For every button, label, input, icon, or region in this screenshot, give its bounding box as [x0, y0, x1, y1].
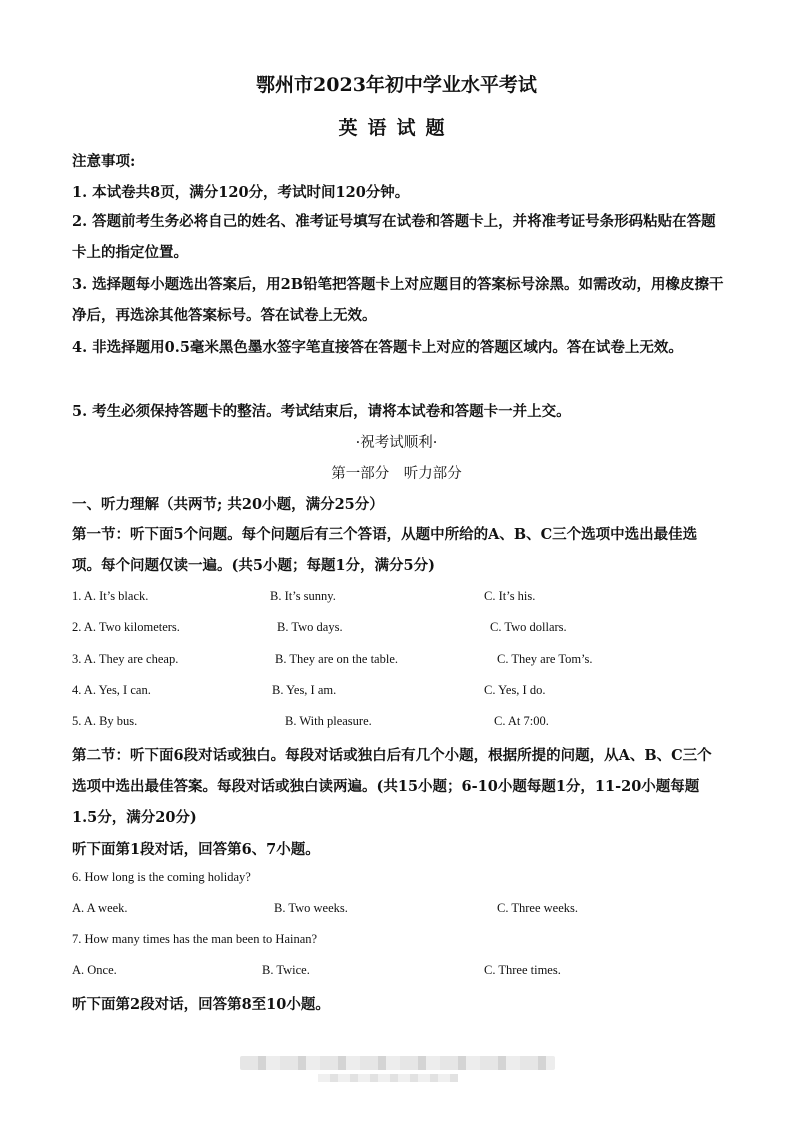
part-one-title: 第一部分 听力部分: [331, 466, 462, 482]
q1-option-b: B. It’s sunny.: [270, 589, 336, 603]
notice-item-4: 4. 非选择题用0.5毫米黑色墨水签字笔直接答在答题卡上对应的答题区域内。答在试卷上无效。: [72, 339, 683, 356]
q1-option-a: 1. A. It’s black.: [72, 589, 149, 603]
q4-option-a: 4. A. Yes, I can.: [72, 683, 151, 697]
section2-instructions: 第二节：听下面6段对话或独白。每段对话或独白后有几个小题，根据所提的问题，从A、B、C三个选项中选出最佳答案。每段对话或独白读两遍。(共15小题；6-10小题每题1分，11-20小题每题1.5分，满分20分): [72, 747, 712, 826]
q3-option-b: B. They are on the table.: [275, 652, 398, 666]
q5-option-c: C. At 7:00.: [494, 714, 549, 728]
dialogue2-prompt: 听下面第2段对话，回答第8至10小题。: [72, 996, 330, 1013]
q7-option-a: A. Once.: [72, 963, 117, 977]
q6-stem: 6. How long is the coming holiday?: [72, 870, 251, 884]
blessing-text: ·祝考试顺利·: [355, 435, 438, 451]
q6-option-c: C. Three weeks.: [497, 901, 578, 915]
notice-heading: 注意事项:: [72, 153, 136, 170]
notice-item-3: 3. 选择题每小题选出答案后，用2B铅笔把答题卡上对应题目的答案标号涂黑。如需改动，用橡皮擦干净后，再选涂其他答案标号。答在试卷上无效。: [72, 276, 724, 324]
q4-option-c: C. Yes, I do.: [484, 683, 546, 697]
q4-option-b: B. Yes, I am.: [272, 683, 337, 697]
q5-option-b: B. With pleasure.: [285, 714, 372, 728]
q6-option-b: B. Two weeks.: [274, 901, 348, 915]
section-heading: 一、听力理解（共两节; 共20小题，满分25分）: [72, 496, 384, 513]
q7-stem: 7. How many times has the man been to Hainan?: [72, 932, 318, 946]
q7-option-b: B. Twice.: [262, 963, 310, 977]
notice-item-2: 2. 答题前考生务必将自己的姓名、准考证号填写在试卷和答题卡上，并将准考证号条形码粘贴在答题卡上的指定位置。: [72, 213, 716, 261]
notice-item-1: 1. 本试卷共8页，满分120分，考试时间120分钟。: [72, 184, 410, 201]
q2-option-c: C. Two dollars.: [490, 620, 567, 634]
exam-subtitle: 英语试题: [338, 117, 455, 139]
q6-option-a: A. A week.: [72, 901, 128, 915]
dialogue1-prompt: 听下面第1段对话，回答第6、7小题。: [72, 841, 320, 858]
q3-option-c: C. They are Tom’s.: [497, 652, 593, 666]
q1-option-c: C. It’s his.: [484, 589, 536, 603]
q3-option-a: 3. A. They are cheap.: [72, 652, 179, 666]
q2-option-a: 2. A. Two kilometers.: [72, 620, 180, 634]
notice-item-5: 5. 考生必须保持答题卡的整洁。考试结束后，请将本试卷和答题卡一并上交。: [72, 403, 571, 420]
q2-option-b: B. Two days.: [277, 620, 343, 634]
section1-instructions: 第一节：听下面5个问题。每个问题后有三个答语，从题中所给的A、B、C三个选项中选出最佳选项。每个问题仅读一遍。(共5小题；每题1分，满分5分): [72, 526, 698, 574]
blurred-footer-watermark: [240, 1056, 555, 1070]
q5-option-a: 5. A. By bus.: [72, 714, 138, 728]
blurred-footer-watermark-small: [318, 1074, 458, 1082]
exam-title: 鄂州市2023年初中学业水平考试: [256, 74, 537, 96]
q7-option-c: C. Three times.: [484, 963, 561, 977]
